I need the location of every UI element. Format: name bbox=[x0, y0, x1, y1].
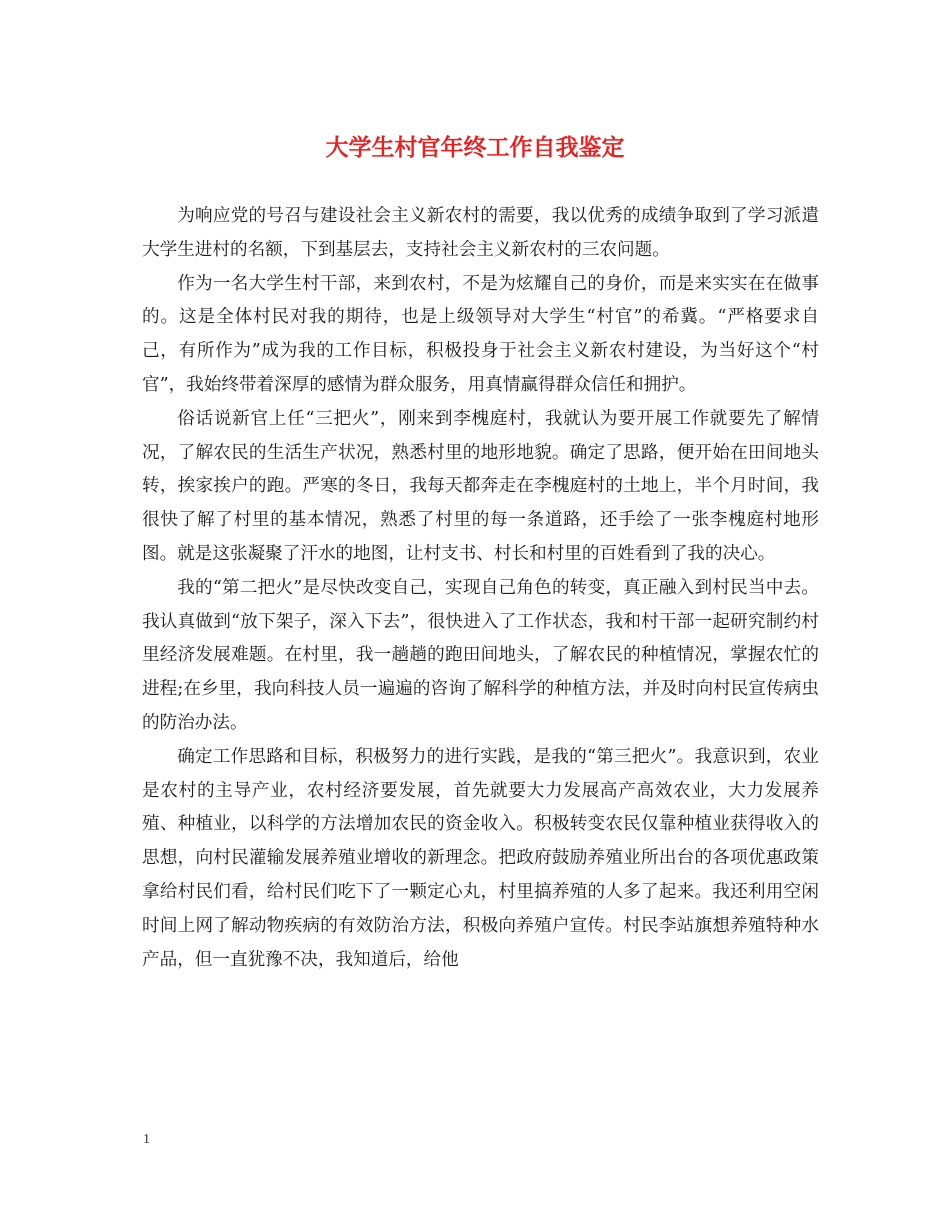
document-title: 大学生村官年终工作自我鉴定 bbox=[325, 135, 625, 161]
paragraph-5: 确定工作思路和目标，积极努力的进行实践，是我的“第三把火”。我意识到，农业是农村的主导产业，农村经济要发展，首先就要大力发展高产高效农业，大力发展养殖、种植业，以科学的方法增加农民的资金收入。积极转变农民仅靠种植业获得收入的思想，向村民灌输发展养殖业增收的新理念。把政府鼓励养殖业所出台的各项优惠政策拿给村民们看，给村民们吃下了一颗定心丸，村里搞养殖的人多了起来。我还利用空闲时间上网了解动物疾病的有效防治方法，积极向养殖户宣传。村民李站旗想养殖特种水产品，但一直犹豫不决，我知道后，给他 bbox=[142, 746, 819, 970]
page-number: 1 bbox=[143, 1132, 150, 1147]
paragraph-3: 俗话说新官上任“三把火”，刚来到李槐庭村，我就认为要开展工作就要先了解情况，了解农民的生活生产状况，熟悉村里的地形地貌。确定了思路，便开始在田间地头转，挨家挨户的跑。严寒的冬日，我每天都奔走在李槐庭村的土地上，半个月时间，我很快了解了村里的基本情况，熟悉了村里的每一条道路，还手绘了一张李槐庭村地形图。就是这张凝聚了汗水的地图，让村支书、村长和村里的百姓看到了我的决心。 bbox=[142, 408, 819, 564]
paragraph-1: 为响应党的号召与建设社会主义新农村的需要，我以优秀的成绩争取到了学习派遣大学生进村的名额，下到基层去，支持社会主义新农村的三农问题。 bbox=[142, 206, 819, 260]
document-body bbox=[142, 200, 819, 977]
paragraph-2: 作为一名大学生村干部，来到农村，不是为炫耀自己的身价，而是来实实在在做事的。这是全体村民对我的期待，也是上级领导对大学生“村官”的希冀。“严格要求自己，有所作为”成为我的工作目标，积极投身于社会主义新农村建设，为当好这个“村官”，我始终带着深厚的感情为群众服务，用真情赢得群众信任和拥护。 bbox=[142, 273, 819, 395]
paragraph-4: 我的“第二把火”是尽快改变自己，实现自己角色的转变，真正融入到村民当中去。我认真做到“放下架子，深入下去”，很快进入了工作状态，我和村干部一起研究制约村里经济发展难题。在村里，我一趟趟的跑田间地头，了解农民的种植情况，掌握农忙的进程;在乡里，我向科技人员一遍遍的咨询了解科学的种植方法，并及时向村民宣传病虫的防治办法。 bbox=[142, 577, 819, 733]
